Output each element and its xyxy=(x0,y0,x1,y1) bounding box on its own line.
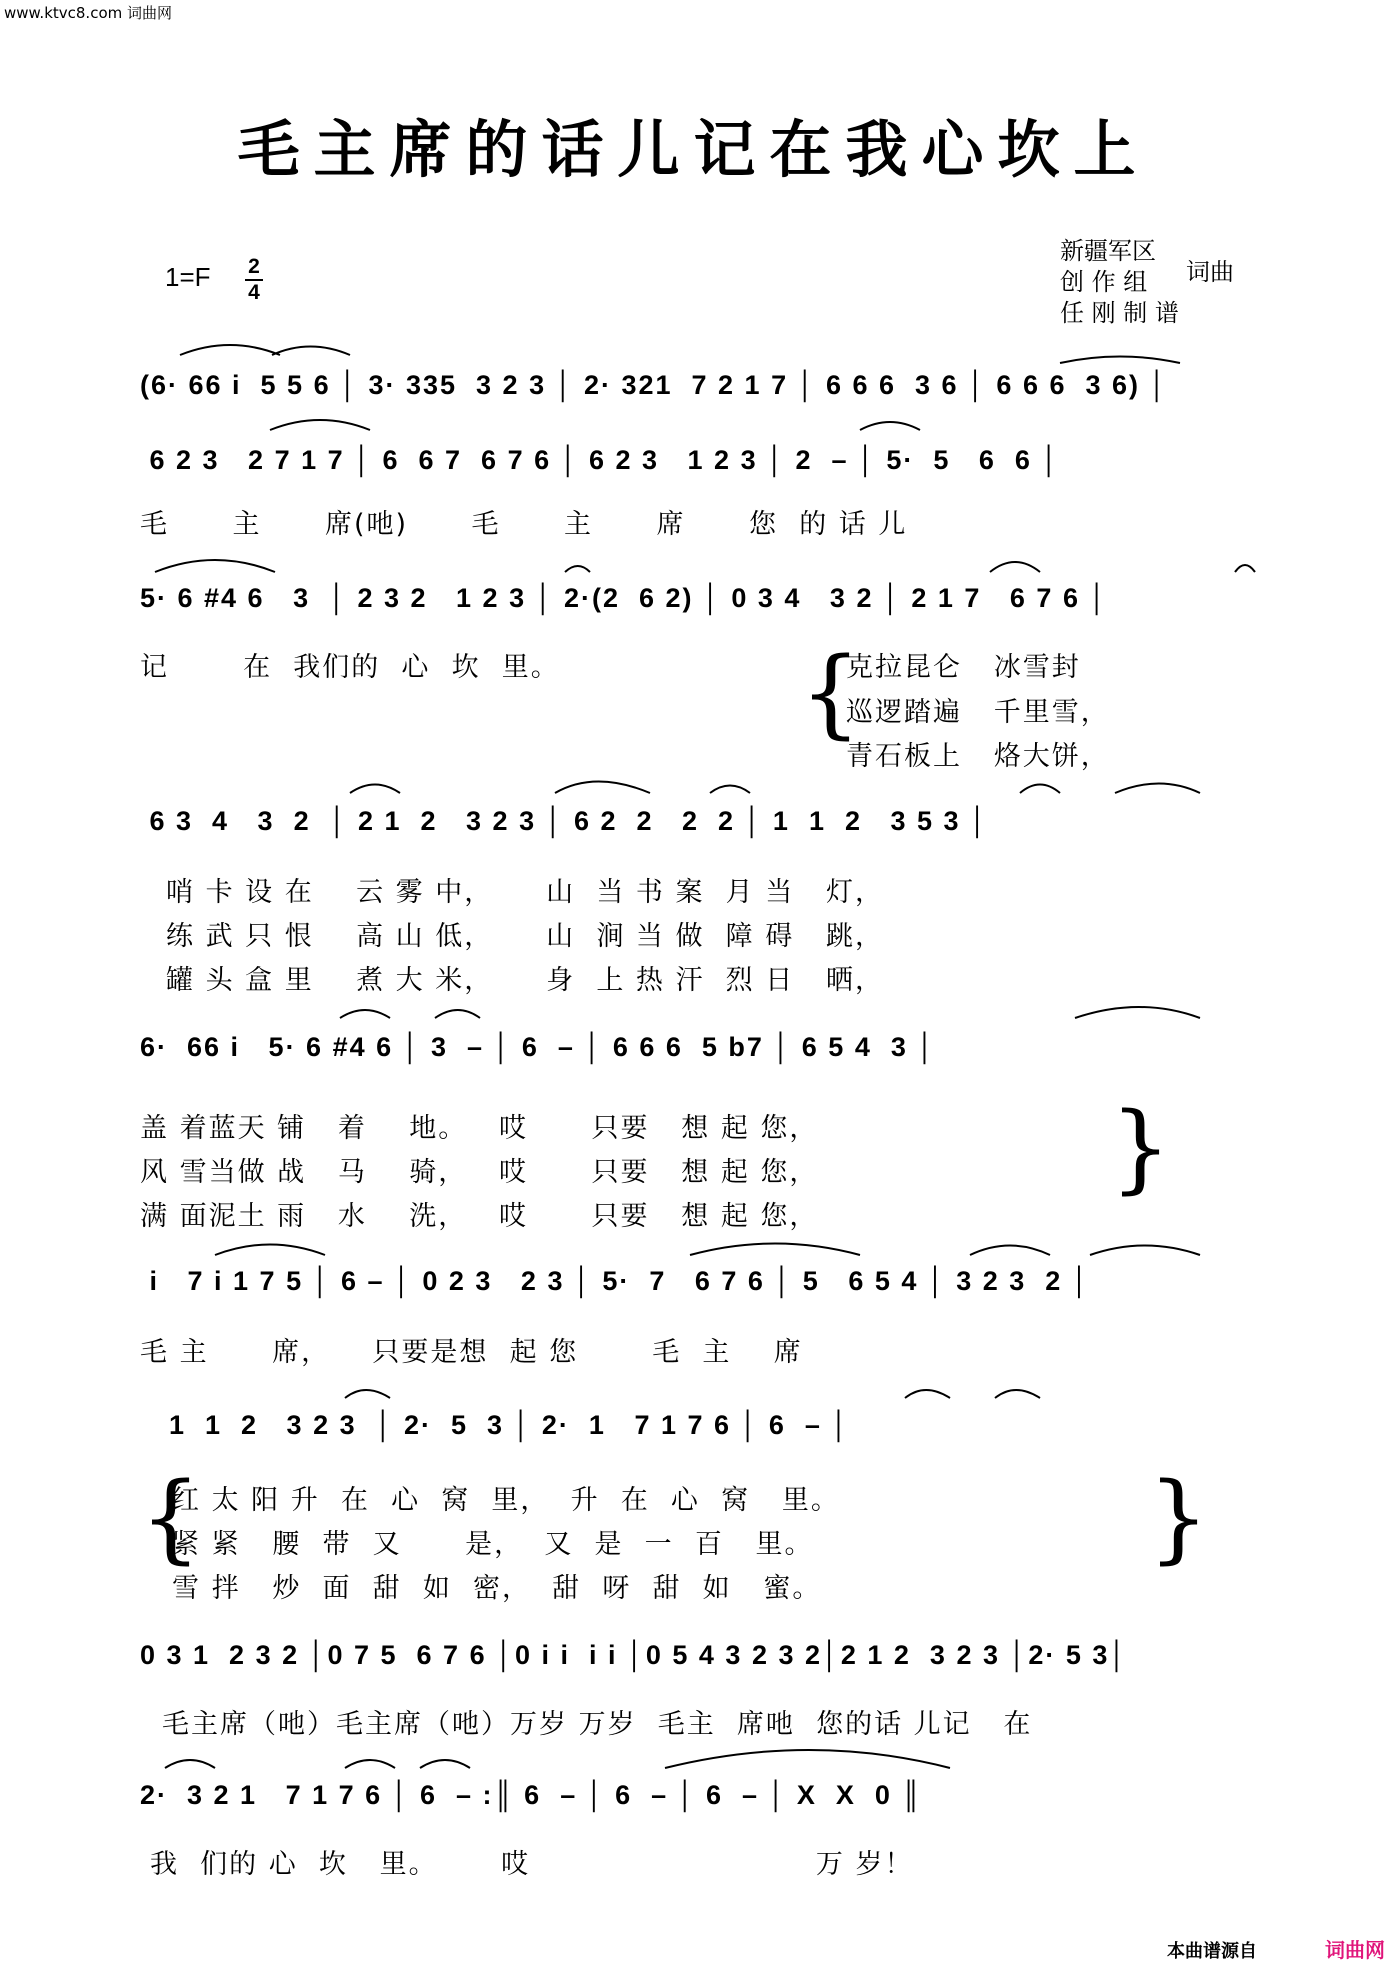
lyric-line-2: 毛 主 席(吔) 毛 主 席 您 的 话 儿 xyxy=(140,509,908,540)
key-signature: 1=F xyxy=(165,262,211,292)
lyric-line-7c: 雪 拌 炒 面 甜 如 密， 甜 呀 甜 如 蜜。 xyxy=(172,1573,822,1604)
source-note: 本曲谱源自 xyxy=(1167,1941,1257,1962)
lyric-line-6: 毛 主 席， 只要是想 起 您 毛 主 席 xyxy=(140,1337,803,1368)
credit-line: 创 作 组 xyxy=(1060,268,1148,296)
lyric-block-line: 克拉昆仑 冰雪封 xyxy=(846,652,1081,683)
notation-line-9: 2· 3 2 1 7 1 7 6 │ 6 – :║ 6 – │ 6 – │ 6 – │ X X 0 ║ xyxy=(140,1780,923,1810)
lyric-line-5b: 风 雪当做 战 马 骑， 哎 只要 想 起 您， xyxy=(140,1157,819,1188)
lyric-line-4a: 哨 卡 设 在 云 雾 中， 山 当 书 案 月 当 灯， xyxy=(166,877,884,908)
credit-line: 任 刚 制 谱 xyxy=(1060,299,1179,327)
site-logo: 词曲网 xyxy=(1325,1938,1385,1962)
right-brace: } xyxy=(1148,1462,1210,1574)
notation-line-6: i 7 i 1 7 5 │ 6 – │ 0 2 3 2 3 │ 5· 7 6 7 6 │ 5 6 5 4 │ 3 2 3 2 │ xyxy=(140,1266,1091,1296)
credits xyxy=(1060,236,1179,329)
lyric-line-3: 记 在 我们的 心 坎 里。 xyxy=(140,652,560,683)
lyric-block-line: 巡逻踏遍 千里雪， xyxy=(846,697,1110,728)
notation-line-3: 5· 6 #4 6 3 │ 2 3 2 1 2 3 │ 2·(2 6 2) │ 0 3 4 3 2 │ 2 1 7 6 7 6 │ xyxy=(140,583,1109,613)
time-numerator: 2 xyxy=(248,255,260,278)
lyric-line-8: 毛主席（吔）毛主席（吔）万岁 万岁 毛主 席吔 您的话 儿记 在 xyxy=(162,1709,1033,1740)
lyric-line-7b: 紧 紧 腰 带 又 是， 又 是 一 百 里。 xyxy=(172,1529,814,1560)
notation-line-5: 6· 66 i 5· 6 #4 6 │ 3 – │ 6 – │ 6 6 6 5 b7 │ 6 5 4 3 │ xyxy=(140,1032,937,1062)
time-denominator: 4 xyxy=(248,281,260,304)
lyric-line-4c: 罐 头 盒 里 煮 大 米， 身 上 热 汗 烈 日 晒， xyxy=(166,965,884,996)
left-brace: { xyxy=(800,637,862,749)
lyric-line-4b: 练 武 只 恨 高 山 低， 山 涧 当 做 障 碍 跳， xyxy=(166,921,884,952)
lyric-block-line: 青石板上 烙大饼， xyxy=(846,741,1110,772)
notation-line-4: 6 3 4 3 2 │ 2 1 2 3 2 3 │ 6 2 2 2 2 │ 1 1 2 3 5 3 │ xyxy=(140,806,989,836)
notation-line-2: 6 2 3 2 7 1 7 │ 6 6 7 6 7 6 │ 6 2 3 1 2 3 │ 2 – │ 5· 5 6 6 │ xyxy=(140,445,1061,475)
notation-line-7: 1 1 2 3 2 3 │ 2· 5 3 │ 2· 1 7 1 7 6 │ 6 – │ xyxy=(150,1410,851,1440)
lyric-line-5a: 盖 着蓝天 铺 着 地。 哎 只要 想 起 您， xyxy=(140,1113,819,1144)
song-title: 毛主席的话儿记在我心坎上 xyxy=(237,113,1150,186)
lyric-line-7a: 红 太 阳 升 在 心 窝 里， 升 在 心 窝 里。 xyxy=(172,1485,840,1516)
notation-line-1: (6· 66 i 5 5 6 │ 3· 335 3 2 3 │ 2· 321 7 2 1 7 │ 6 6 6 3 6 │ 6 6 6 3 6) │ xyxy=(140,370,1169,400)
credit-line: 新疆军区 xyxy=(1060,237,1156,265)
notation-line-8: 0 3 1 2 3 2 │0 7 5 6 7 6 │0 i i i i │0 5 4 3 2 3 2│2 1 2 3 2 3 │2· 5 3│ xyxy=(140,1640,1129,1670)
right-brace: } xyxy=(1110,1092,1172,1204)
left-brace: { xyxy=(140,1462,202,1574)
lyric-line-9: 我 们的 心 坎 里。 哎 万 岁！ xyxy=(150,1849,914,1880)
credit-role: 词曲 xyxy=(1186,258,1234,286)
site-watermark: www.ktvc8.com 词曲网 xyxy=(4,4,173,22)
time-signature xyxy=(245,256,263,304)
lyric-line-5c: 满 面泥土 雨 水 洗， 哎 只要 想 起 您， xyxy=(140,1201,819,1232)
